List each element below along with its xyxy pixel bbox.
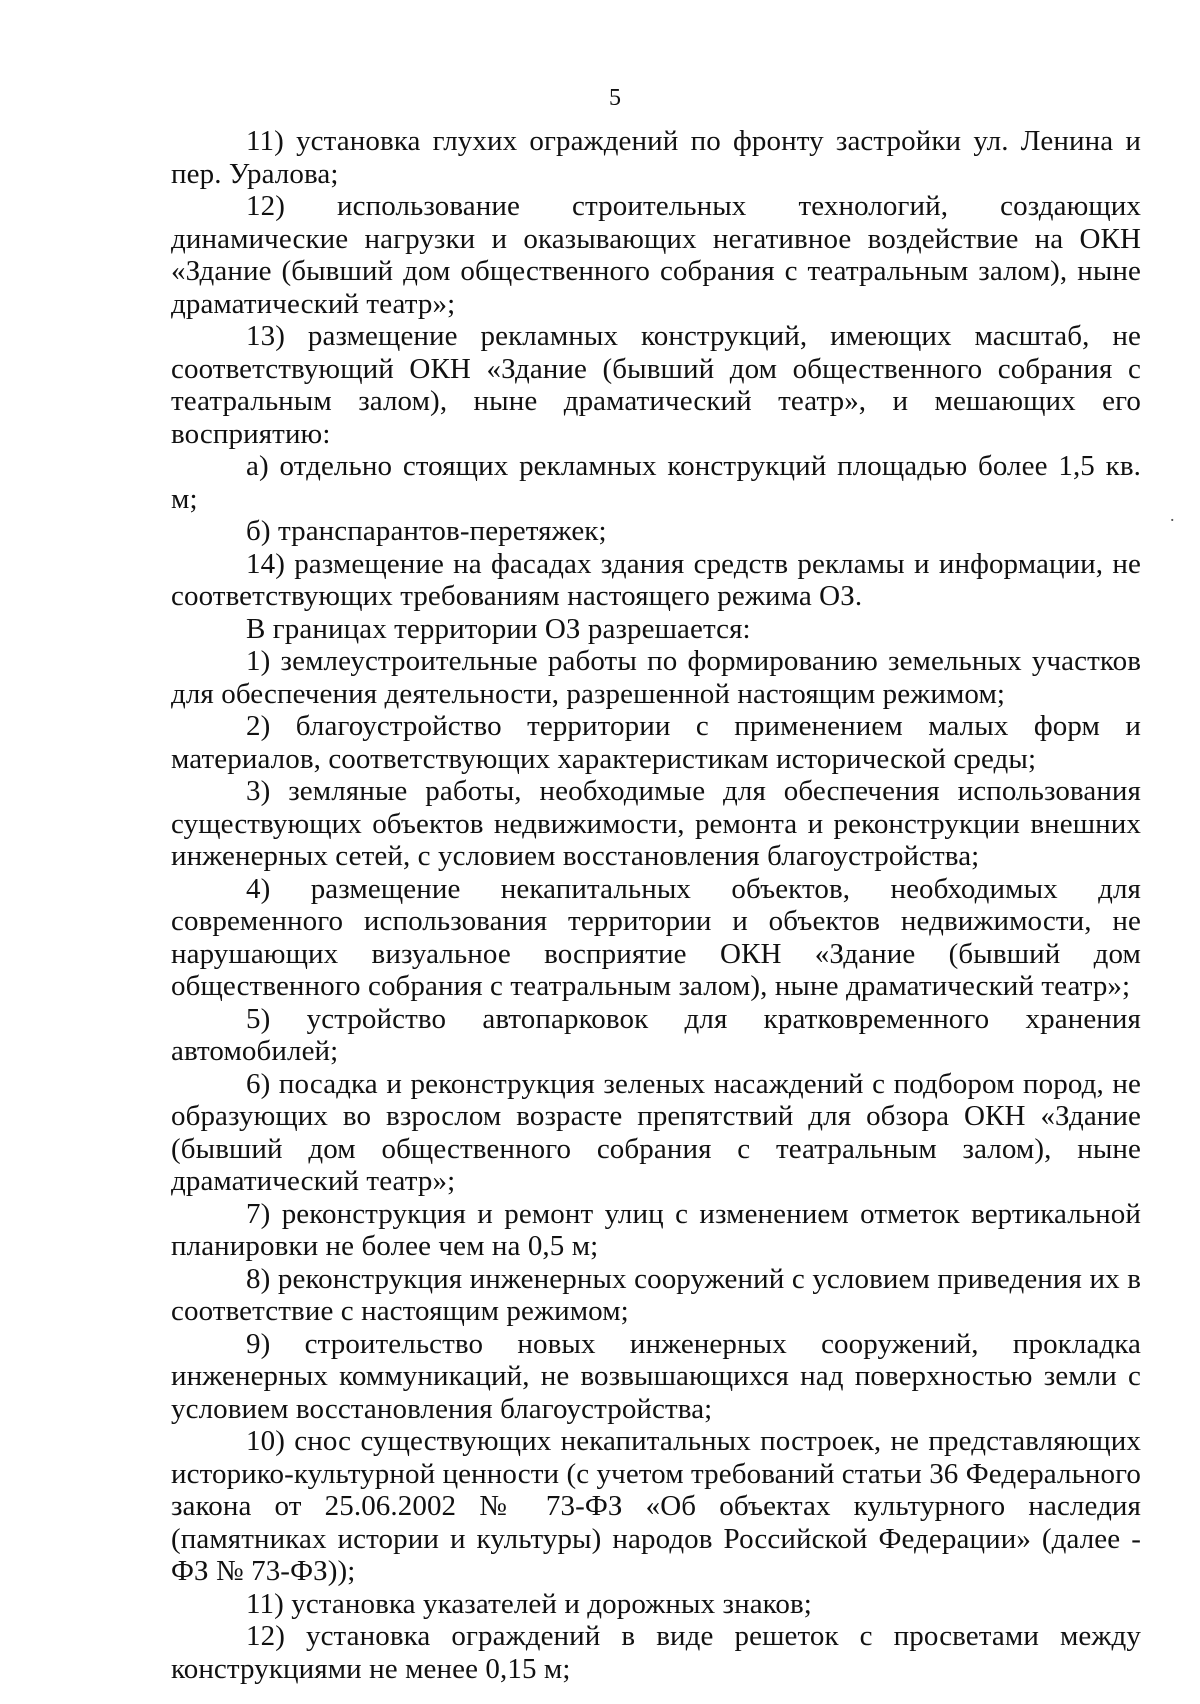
paragraph: 12) установка ограждений в виде решеток с просветами между конструкциями не менее 0,15 м; (171, 1620, 1141, 1685)
paragraph: 1) землеустроительные работы по формированию земельных участков для обеспечения деятельности, разрешенной настоящим режимом; (171, 645, 1141, 710)
paragraph: 14) размещение на фасадах здания средств рекламы и информации, не соответствующих требованиям настоящего режима ОЗ. (171, 547, 1141, 612)
paragraph: 9) строительство новых инженерных сооружений, прокладка инженерных коммуникаций, не возвышающихся над поверхностью земли с условием восстановления благоустройства; (171, 1327, 1141, 1425)
scan-speck: . (1170, 505, 1175, 525)
paragraph: 6) посадка и реконструкция зеленых насаждений с подбором пород, не образующих во взрослом возрасте препятствий для обзора ОКН «Здание (бывший дом общественного собрания с театральным залом), ныне драматический театр»; (171, 1067, 1141, 1197)
paragraph: 8) реконструкция инженерных сооружений с условием приведения их в соответствие с настоящим режимом; (171, 1262, 1141, 1327)
paragraph: 7) реконструкция и ремонт улиц с изменением отметок вертикальной планировки не более чем на 0,5 м; (171, 1197, 1141, 1262)
paragraph: 3) земляные работы, необходимые для обеспечения использования существующих объектов недвижимости, ремонта и реконструкции внешних инженерных сетей, с условием восстановления благоустройства; (171, 775, 1141, 872)
paragraph: 2) благоустройство территории с применением малых форм и материалов, соответствующих характеристикам исторической среды; (171, 710, 1141, 775)
paragraph: 11) установка глухих ограждений по фронту застройки ул. Ленина и пер. Уралова; (171, 125, 1141, 190)
paragraph: а) отдельно стоящих рекламных конструкций площадью более 1,5 кв. м; (171, 450, 1141, 515)
document-body (171, 125, 1141, 1685)
paragraph: 5) устройство автопарковок для кратковременного хранения автомобилей; (171, 1002, 1141, 1067)
paragraph: б) транспарантов-перетяжек; (246, 515, 607, 547)
paragraph: 13) размещение рекламных конструкций, имеющих масштаб, не соответствующий ОКН «Здание (бывший дом общественного собрания с театральным залом), ныне драматический театр», и мешающих его восприятию: (171, 320, 1141, 450)
page-number: 5 (609, 85, 621, 111)
paragraph: 11) установка указателей и дорожных знаков; (246, 1587, 812, 1620)
paragraph: 12) использование строительных технологий, создающих динамические нагрузки и оказывающих негативное воздействие на ОКН «Здание (бывший дом общественного собрания с театральным залом), ныне драматический театр»; (171, 190, 1141, 320)
paragraph: 10) снос существующих некапитальных построек, не представляющих историко-культурной ценности (с учетом требований статьи 36 Федерального закона от 25.06.2002 № 73-ФЗ «Об объектах культурного наследия (памятниках истории и культуры) народов Российской Федерации» (далее - ФЗ № 73-ФЗ)); (171, 1425, 1141, 1587)
paragraph: В границах территории ОЗ разрешается: (246, 612, 751, 645)
paragraph: 4) размещение некапитальных объектов, необходимых для современного использования территории и объектов недвижимости, не нарушающих визуальное восприятие ОКН «Здание (бывший дом общественного собрания с театральным залом), ныне драматический театр»; (171, 872, 1141, 1002)
